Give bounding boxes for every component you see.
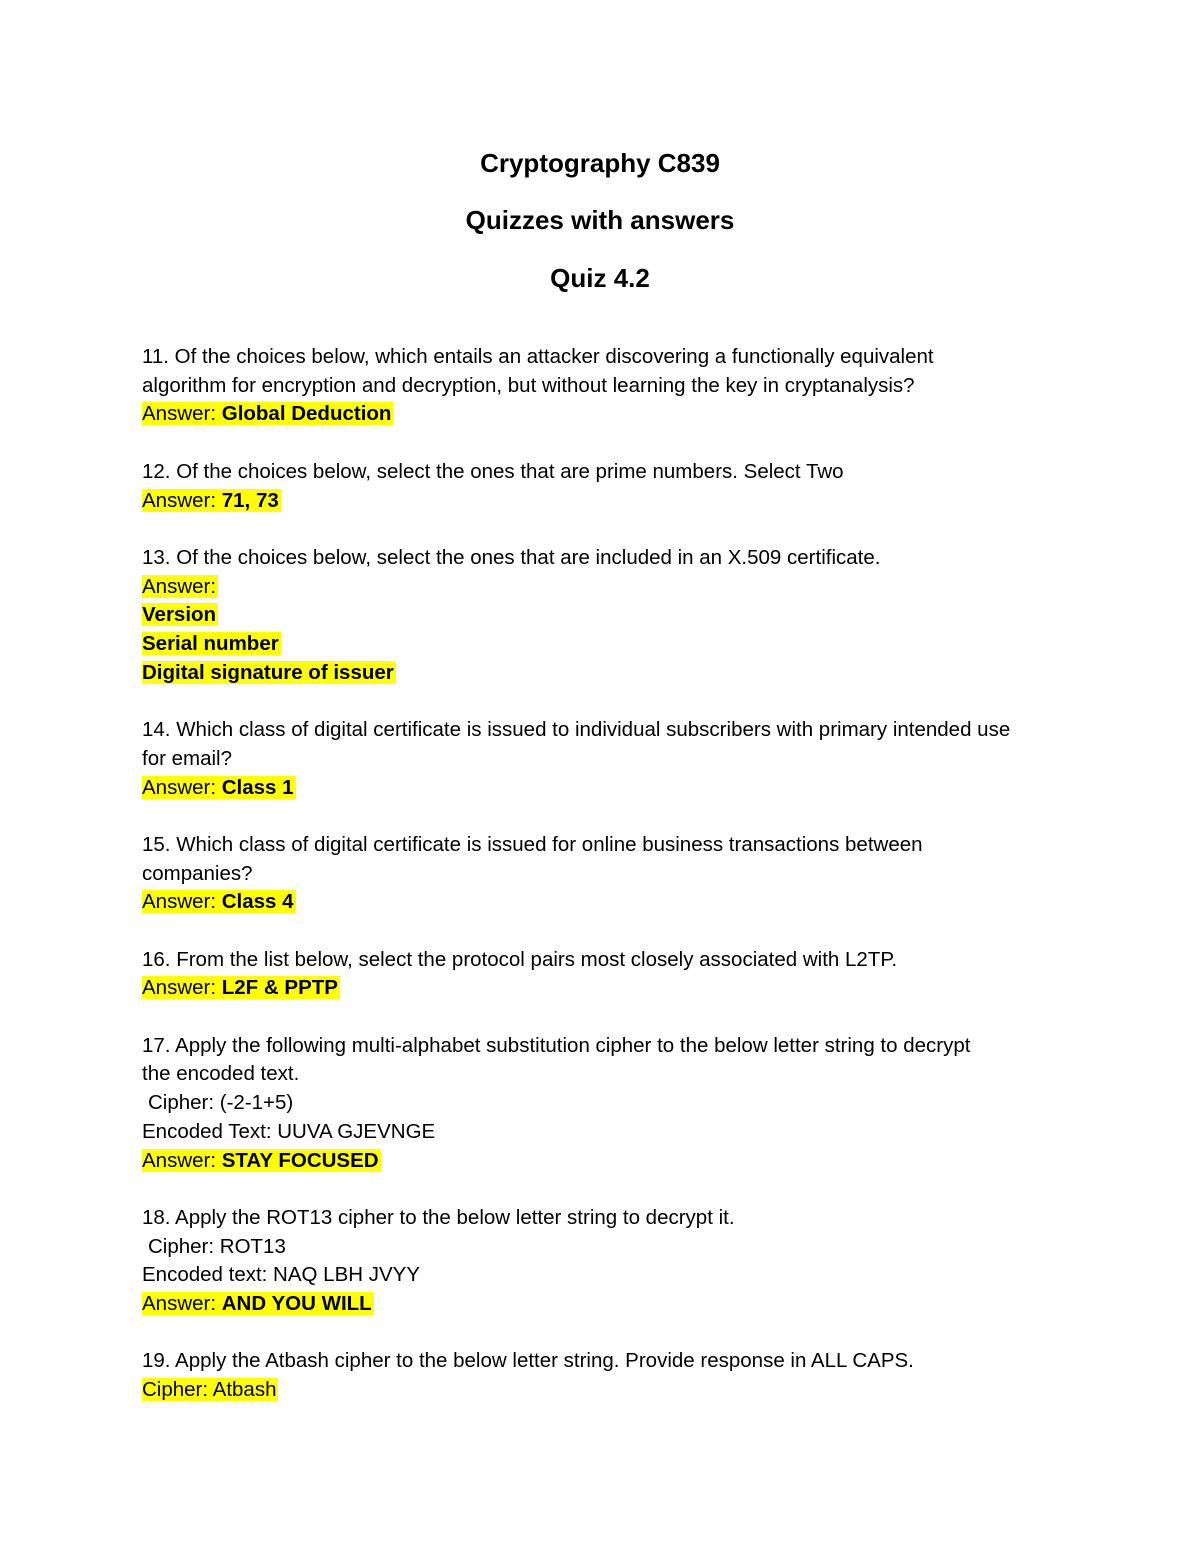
- answer-line: [142, 974, 1072, 1003]
- answer-item: Version: [142, 603, 217, 627]
- encoded-text-line: Encoded Text: UUVA GJEVNGE: [142, 1119, 436, 1143]
- quiz-content: [142, 343, 1072, 1405]
- answer-label: Answer:: [142, 574, 217, 598]
- question-15: [142, 831, 1072, 917]
- cipher-value: Atbash: [212, 1378, 277, 1402]
- answer-line: [142, 487, 1072, 516]
- question-12: [142, 458, 1072, 515]
- answer-value: STAY FOCUSED: [221, 1148, 379, 1172]
- answer-value: Class 4: [221, 890, 294, 914]
- answer-value: Class 1: [221, 775, 294, 799]
- answer-line: [142, 888, 1072, 917]
- encoded-text-line: Encoded text: NAQ LBH JVYY: [142, 1263, 421, 1287]
- question-text: 17. Apply the following multi-alphabet substitution cipher to the below letter string to decrypt: [142, 1033, 971, 1057]
- answer-value: AND YOU WILL: [221, 1292, 372, 1316]
- cipher-label: Cipher:: [142, 1378, 213, 1402]
- question-text: algorithm for encryption and decryption, but without learning the key in cryptanalysis?: [142, 373, 915, 397]
- answer-item: Serial number: [142, 632, 279, 655]
- question-11: [142, 343, 1072, 429]
- question-text: the encoded text.: [142, 1062, 300, 1086]
- question-text: for email?: [142, 746, 233, 770]
- question-16: [142, 946, 1072, 1003]
- question-18: [142, 1204, 1072, 1319]
- question-text: companies?: [142, 861, 253, 885]
- document-title: Cryptography C839: [480, 148, 720, 178]
- question-text: 13. Of the choices below, select the ones that are included in an X.509 certificate.: [142, 545, 881, 569]
- answer-label: Answer:: [142, 976, 222, 1000]
- cipher-line: Cipher: (-2-1+5): [148, 1091, 294, 1115]
- answer-label: Answer:: [142, 890, 222, 914]
- answer-item: Digital signature of issuer: [142, 660, 394, 684]
- question-14: [142, 716, 1072, 802]
- answer-label: Answer:: [142, 775, 222, 799]
- question-19: [142, 1347, 1072, 1404]
- answer-line: [142, 400, 1072, 429]
- document-subtitle: Quizzes with answers: [465, 205, 735, 235]
- question-text: 18. Apply the ROT13 cipher to the below letter string to decrypt it.: [142, 1205, 735, 1229]
- answer-value: L2F & PPTP: [221, 976, 338, 1000]
- question-13: [142, 544, 1072, 688]
- question-17: [142, 1032, 1072, 1176]
- cipher-line: Cipher: ROT13: [148, 1234, 286, 1258]
- answer-label: Answer:: [142, 1148, 222, 1172]
- question-text: 14. Which class of digital certificate is issued to individual subscribers with primary intended use: [142, 718, 1011, 742]
- answer-value: Global Deduction: [221, 402, 392, 426]
- answer-line: [142, 1290, 1072, 1319]
- answer-line: [142, 573, 1072, 602]
- question-text: 11. Of the choices below, which entails an attacker discovering a functionally equivalent: [142, 345, 934, 368]
- answer-label: Answer:: [142, 488, 222, 512]
- question-text: 15. Which class of digital certificate is issued for online business transactions between: [142, 832, 923, 856]
- answer-label: Answer:: [142, 1292, 222, 1316]
- question-text: 12. Of the choices below, select the ones that are prime numbers. Select Two: [142, 459, 844, 483]
- answer-line: [142, 774, 1072, 803]
- answer-line: [142, 1147, 1072, 1176]
- question-text: 16. From the list below, select the protocol pairs most closely associated with L2TP.: [142, 947, 898, 971]
- cipher-line: [142, 1376, 1072, 1405]
- quiz-heading: Quiz 4.2: [550, 263, 650, 293]
- answer-value: 71, 73: [221, 488, 279, 512]
- question-text: 19. Apply the Atbash cipher to the below letter string. Provide response in ALL CAPS.: [142, 1349, 914, 1373]
- answer-label: Answer:: [142, 402, 222, 426]
